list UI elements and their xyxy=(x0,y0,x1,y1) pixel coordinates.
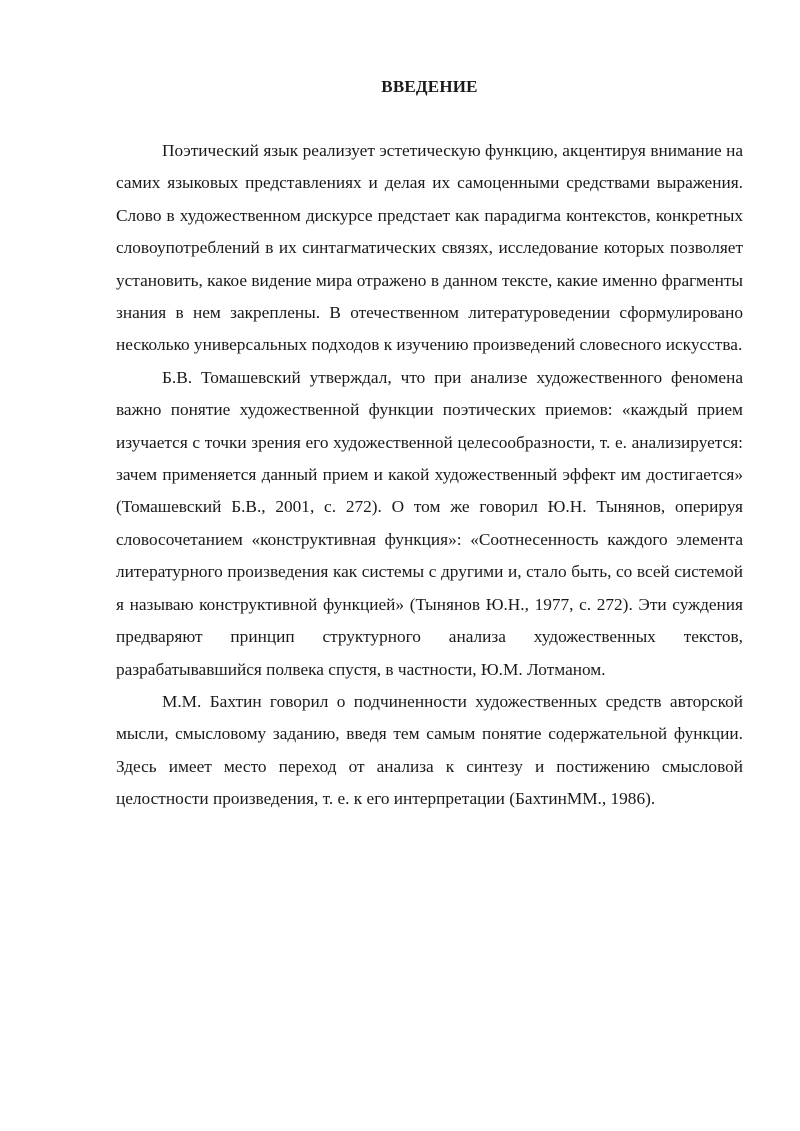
paragraph-poetic-language: Поэтический язык реализует эстетическую функцию, акцентируя внимание на самих языковых представлениях и делая их самоценными средствами выражения. Слово в художественном дискурсе предстает как парадигма контекстов, конкретных словоупотреблений в их синтагматических связях, исследование которых позволяет установить, какое видение мира отражено в данном тексте, какие именно фрагменты знания в нем закреплены. В отечественном литературоведении сформулировано несколько универсальных подходов к изучению произведений словесного искусства. xyxy=(116,141,743,355)
paragraph-tomashevsky: Б.В. Томашевский утверждал, что при анализе художественного феномена важно понятие художественной функции поэтических приемов: «каждый прием изучается с точки зрения его художественной целесообразности, т. е. анализируется: зачем применяется данный прием и какой художественный эффект им достигается» (Томашевский Б.В., 2001, с. 272). О том же говорил Ю.Н. Тынянов, оперируя словосочетанием «конструктивная функция»: «Соотнесенность каждого элемента литературного произведения как системы с другими и, стало быть, со всей системой я называю конструктивной функцией» (Тынянов Ю.Н., 1977, с. 272). Эти суждения предваряют принцип структурного анализа художественных текстов, разрабатывавшийся полвека спустя, в частности, Ю.М. Лотманом. xyxy=(116,367,743,679)
document-body xyxy=(116,73,743,816)
page-title: ВВЕДЕНИЕ xyxy=(381,77,478,96)
paragraph-bakhtin: М.М. Бахтин говорил о подчиненности художественных средств авторской мысли, смысловому заданию, введя тем самым понятие содержательной функции. Здесь имеет место переход от анализа к синтезу и постижению смысловой целостности произведения, т. е. к его интерпретации (БахтинММ., 1986). xyxy=(116,691,743,809)
